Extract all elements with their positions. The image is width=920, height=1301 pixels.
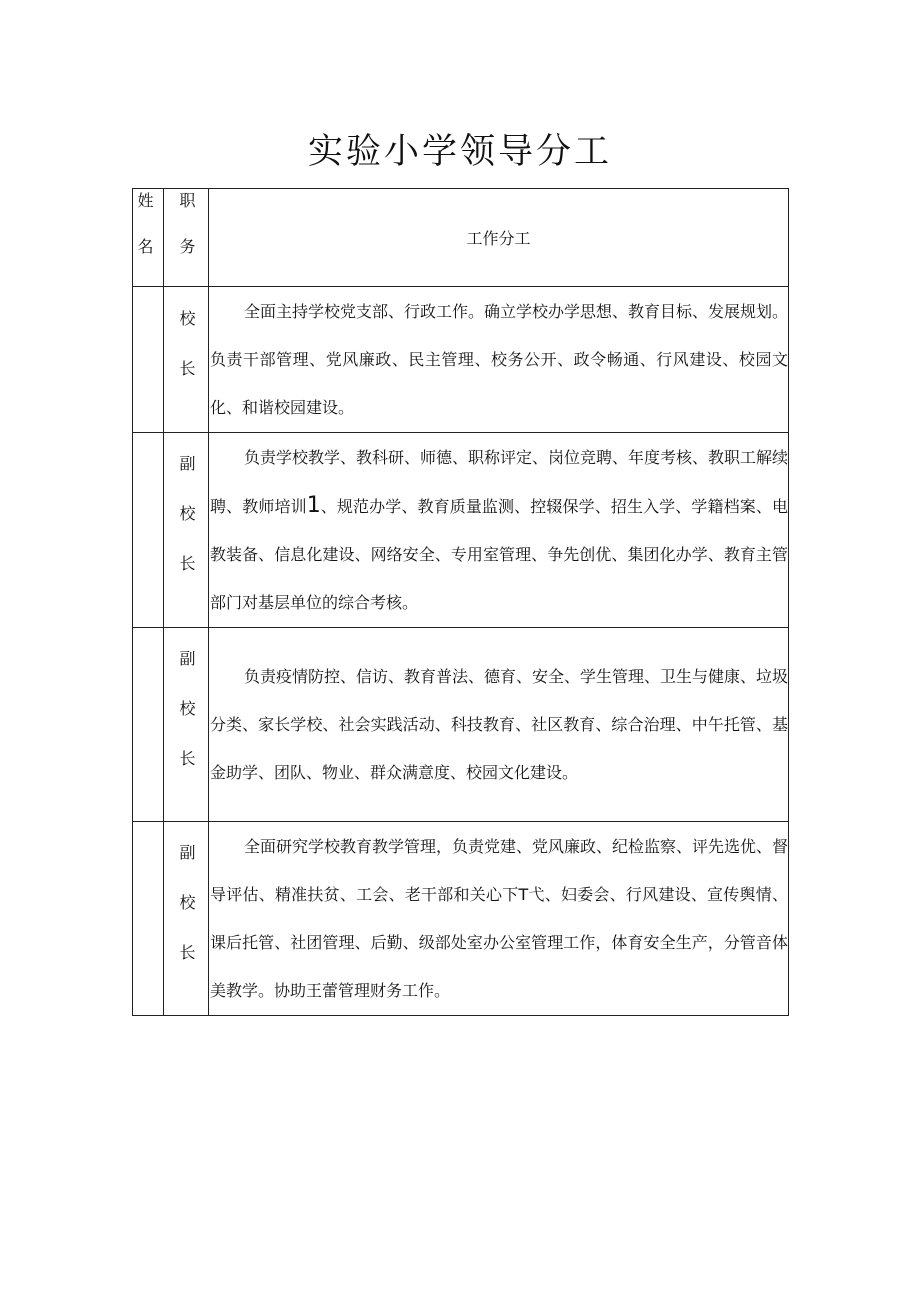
duty-cell bbox=[209, 433, 789, 628]
duty-cell bbox=[209, 822, 789, 1016]
header-post: 职务 bbox=[177, 191, 196, 284]
duty-text-continued: 、规范办学、教育质量监测、控辍保学、招生入学、学籍档案、电教装备、信息化建设、网络安全、专用室管理、争先创优、集团化办学、教育主管部门对基层单位的综合考核。 bbox=[210, 497, 788, 612]
table-row bbox=[133, 433, 789, 628]
duty-text: 负责疫情防控、信访、教育普法、德育、安全、学生管理、卫生与健康、垃圾分类、家长学校、社会实践活动、科技教育、社区教育、综合治理、中午托管、基金助学、团队、物业、群众满意度、校园文化建设。 bbox=[210, 667, 789, 782]
leadership-duty-table bbox=[132, 188, 789, 1016]
header-name: 姓名 bbox=[135, 191, 154, 284]
post-title: 副校长 bbox=[177, 649, 196, 800]
duty-digit: 1 bbox=[306, 493, 321, 518]
post-title: 校长 bbox=[177, 309, 196, 410]
duty-text: 负责学校教学、教科研、师德、职称评定、岗位竞聘、年度考核、教职工解续聘、教师培训 bbox=[210, 448, 789, 516]
duty-cell bbox=[209, 628, 789, 822]
post-title: 副校长 bbox=[177, 455, 196, 605]
header-post-cell bbox=[164, 189, 209, 287]
table-row bbox=[133, 822, 789, 1016]
post-cell bbox=[164, 822, 209, 1016]
table-row bbox=[133, 628, 789, 822]
post-cell bbox=[164, 433, 209, 628]
header-work-cell bbox=[209, 189, 789, 287]
page-title: 实验小学领导分工 bbox=[307, 132, 612, 172]
table-row bbox=[133, 287, 789, 433]
name-cell bbox=[133, 287, 164, 433]
post-cell bbox=[164, 287, 209, 433]
duty-cell bbox=[209, 287, 789, 433]
header-work: 工作分工 bbox=[466, 229, 531, 248]
table-header-row bbox=[133, 189, 789, 287]
name-cell bbox=[133, 628, 164, 822]
post-title: 副校长 bbox=[177, 843, 196, 994]
header-name-cell bbox=[133, 189, 164, 287]
name-cell bbox=[133, 822, 164, 1016]
duty-text: 全面主持学校党支部、行政工作。确立学校办学思想、教育目标、发展规划。负责干部管理、党风廉政、民主管理、校务公开、政令畅通、行风建设、校园文化、和谐校园建设。 bbox=[210, 302, 789, 417]
name-cell bbox=[133, 433, 164, 628]
post-cell bbox=[164, 628, 209, 822]
duty-text: 全面研究学校教育教学管理，负责党建、党风廉政、纪检监察、评先选优、督导评估、精准扶贫、工会、老干部和关心下T弋、妇委会、行风建设、宣传舆情、课后托管、社团管理、后勤、级部处室办公室管理工作，体育安全生产，分管音体美教学。协助王蕾管理财务工作。 bbox=[210, 837, 789, 1000]
